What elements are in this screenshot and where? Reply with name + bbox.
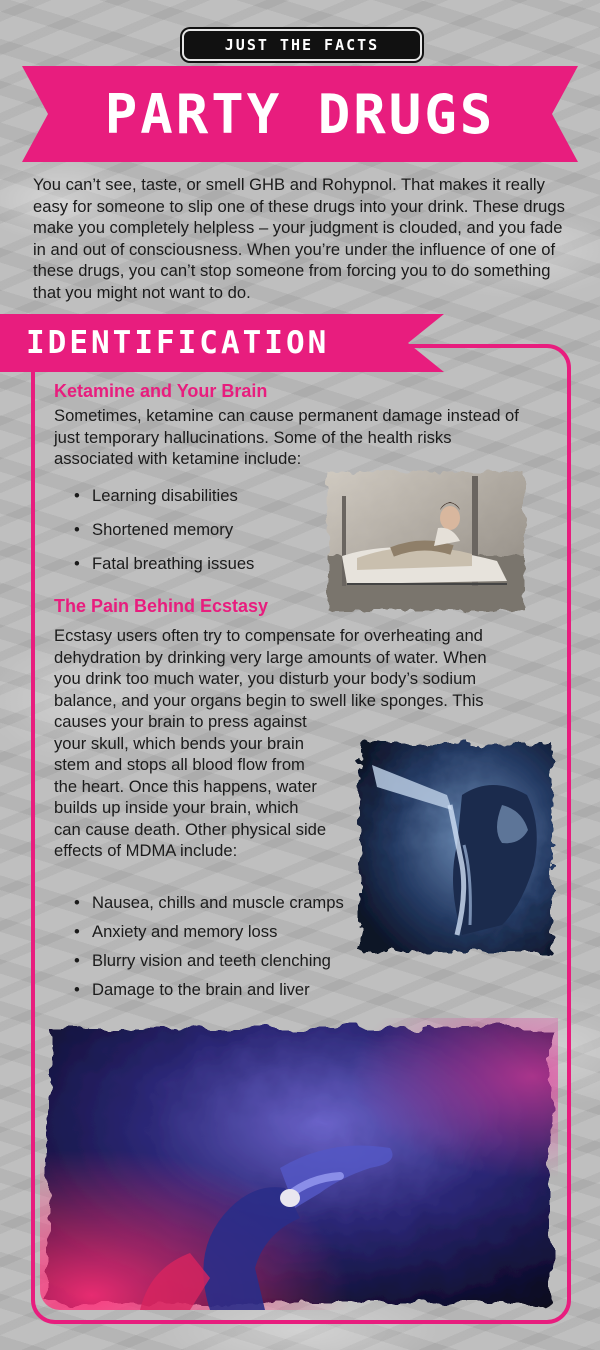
list-item: • Blurry vision and teeth clenching [72, 951, 344, 980]
ecstasy-line: Ecstasy users often try to compensate for overheating and [54, 626, 483, 645]
ketamine-risk-list [72, 486, 254, 588]
ecstasy-heading: The Pain Behind Ecstasy [54, 596, 269, 616]
list-item: • Shortened memory [72, 520, 254, 554]
identification-heading: IDENTIFICATION [26, 325, 330, 361]
ecstasy-line: you drink too much water, you disturb your body’s sodium [54, 669, 477, 688]
page-title: PARTY DRUGS [104, 82, 496, 146]
list-item: • Fatal breathing issues [72, 554, 254, 588]
tag-label: JUST THE FACTS [224, 36, 380, 54]
ecstasy-line: stem and stops all blood flow from [54, 755, 305, 774]
ecstasy-line: balance, and your organs begin to swell like sponges. This [54, 690, 484, 710]
ecstasy-pill-photo [40, 1018, 558, 1310]
intro-paragraph: You can’t see, taste, or smell GHB and Rohypnol. That makes it really easy for someone to slip one of these drugs into your drink. These drugs make you completely helpless – your judgment is clouded, and you fade in and out of consciousness. When you’re under the influence of one of these drugs, you can’t stop someone from forcing you to do something that you might not want to do. [33, 175, 565, 302]
hospital-patient-photo [322, 466, 530, 616]
list-item: • Anxiety and memory loss [72, 922, 344, 951]
list-item: • Nausea, chills and muscle cramps [72, 893, 344, 922]
ecstasy-line: builds up inside your brain, which [54, 798, 299, 817]
ecstasy-line: causes your brain to press against [54, 712, 307, 731]
drinking-water-photo [352, 735, 560, 960]
ecstasy-line: can cause death. Other physical side [54, 819, 327, 839]
mdma-effects-list [72, 893, 344, 1009]
ketamine-body: Sometimes, ketamine can cause permanent damage instead of just temporary hallucinations. Some of the health risks associated with ketamine include: [54, 406, 519, 468]
just-the-facts-tag [182, 29, 422, 61]
ecstasy-line: dehydration by drinking very large amounts of water. When [54, 647, 487, 667]
list-item: • Learning disabilities [72, 486, 254, 520]
ketamine-heading: Ketamine and Your Brain [54, 381, 268, 401]
ecstasy-line: your skull, which bends your brain [54, 733, 304, 753]
ecstasy-line: the heart. Once this happens, water [54, 776, 317, 796]
ecstasy-line: effects of MDMA include: [54, 841, 238, 860]
list-item: • Damage to the brain and liver [72, 980, 344, 1009]
